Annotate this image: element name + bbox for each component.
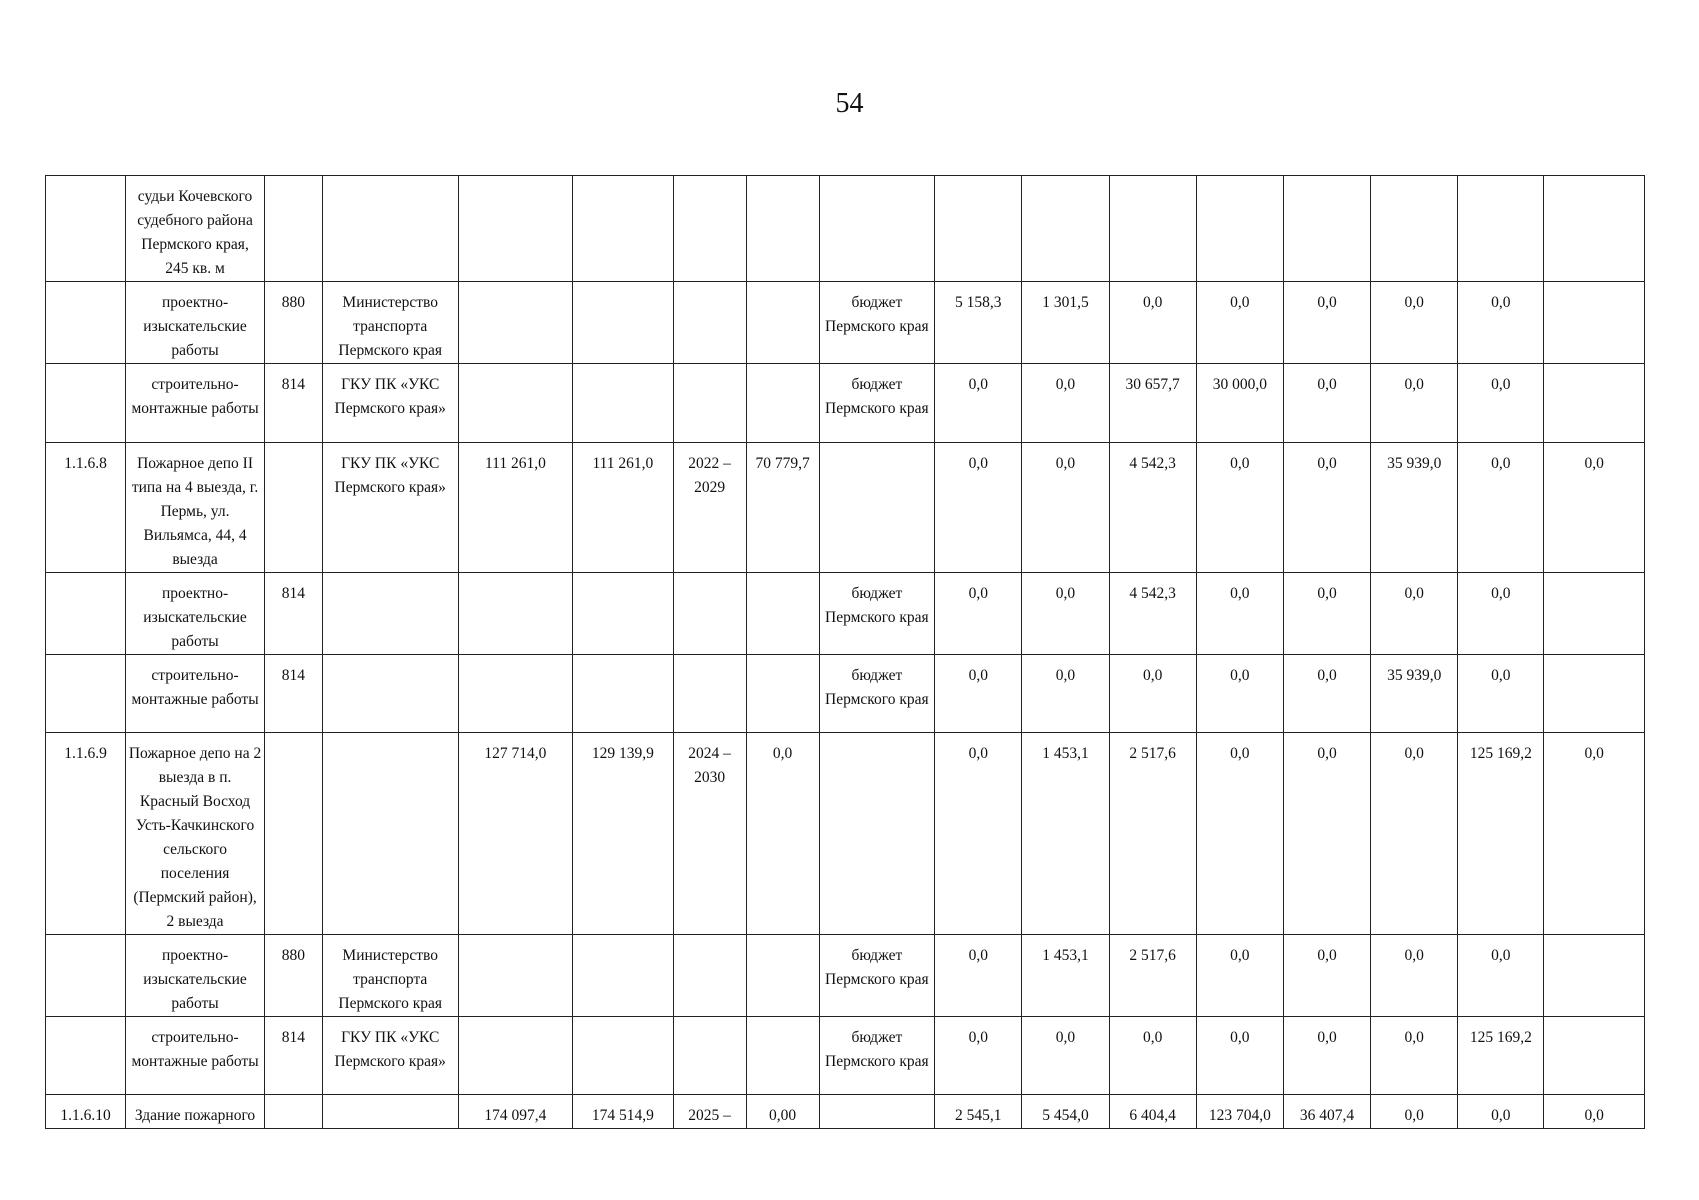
cell-year-8: 0,0	[1544, 1095, 1645, 1129]
cell-contract-cost: 174 514,9	[573, 1095, 673, 1129]
cell-item-number	[46, 573, 126, 655]
cell-budget-code: 880	[265, 935, 323, 1017]
cell-year-8	[1544, 176, 1645, 282]
cell-item-name: проектно-изыскательские работы	[126, 573, 265, 655]
cell-item-number	[46, 655, 126, 733]
cell-funding-source: бюджет Пермского края	[819, 364, 935, 443]
cell-budget-code	[265, 443, 323, 573]
cell-budget-code	[265, 176, 323, 282]
cell-spent	[746, 1017, 819, 1095]
cell-spent: 70 779,7	[746, 443, 819, 573]
cell-item-name: проектно-изыскательские работы	[126, 935, 265, 1017]
cell-year-2: 1 301,5	[1022, 282, 1109, 364]
cell-spent	[746, 935, 819, 1017]
cell-period	[673, 1017, 746, 1095]
cell-year-3: 2 517,6	[1109, 935, 1196, 1017]
cell-year-8: 0,0	[1544, 443, 1645, 573]
cell-year-6: 0,0	[1371, 1095, 1458, 1129]
page-number: 54	[835, 88, 864, 119]
cell-item-number: 1.1.6.9	[46, 733, 126, 935]
cell-executor: ГКУ ПК «УКС Пермского края»	[322, 1017, 458, 1095]
cell-period	[673, 573, 746, 655]
table-row	[46, 282, 1645, 364]
cell-contract-cost: 111 261,0	[573, 443, 673, 573]
cell-year-1: 0,0	[935, 655, 1022, 733]
cell-item-number: 1.1.6.10	[46, 1095, 126, 1129]
cell-year-7	[1458, 176, 1544, 282]
cell-year-4	[1196, 176, 1283, 282]
cell-estimated-cost: 174 097,4	[458, 1095, 573, 1129]
cell-year-3	[1109, 176, 1196, 282]
cell-year-3: 4 542,3	[1109, 443, 1196, 573]
cell-spent: 0,00	[746, 1095, 819, 1129]
cell-year-1: 0,0	[935, 935, 1022, 1017]
cell-item-name: проектно-изыскательские работы	[126, 282, 265, 364]
cell-funding-source	[819, 443, 935, 573]
cell-year-7: 125 169,2	[1458, 1017, 1544, 1095]
cell-year-1: 0,0	[935, 1017, 1022, 1095]
cell-budget-code: 814	[265, 573, 323, 655]
cell-budget-code	[265, 733, 323, 935]
cell-item-name: Здание пожарного	[126, 1095, 265, 1129]
cell-year-3: 2 517,6	[1109, 733, 1196, 935]
cell-item-name: Пожарное депо II типа на 4 выезда, г. Пермь, ул. Вильямса, 44, 4 выезда	[126, 443, 265, 573]
cell-year-3: 4 542,3	[1109, 573, 1196, 655]
table-row	[46, 364, 1645, 443]
cell-contract-cost	[573, 364, 673, 443]
cell-year-7: 0,0	[1458, 443, 1544, 573]
cell-year-3: 0,0	[1109, 1017, 1196, 1095]
budget-table	[45, 175, 1645, 1129]
table-row	[46, 573, 1645, 655]
cell-year-2: 0,0	[1022, 1017, 1109, 1095]
cell-year-3: 30 657,7	[1109, 364, 1196, 443]
cell-contract-cost: 129 139,9	[573, 733, 673, 935]
cell-contract-cost	[573, 655, 673, 733]
cell-funding-source	[819, 1095, 935, 1129]
cell-budget-code: 814	[265, 655, 323, 733]
cell-contract-cost	[573, 282, 673, 364]
cell-period	[673, 935, 746, 1017]
cell-item-name: строительно-монтажные работы	[126, 655, 265, 733]
cell-funding-source: бюджет Пермского края	[819, 282, 935, 364]
table-row	[46, 1017, 1645, 1095]
cell-year-6: 0,0	[1371, 733, 1458, 935]
cell-contract-cost	[573, 1017, 673, 1095]
cell-year-5	[1283, 176, 1370, 282]
cell-item-number: 1.1.6.8	[46, 443, 126, 573]
cell-budget-code	[265, 1095, 323, 1129]
cell-year-3: 0,0	[1109, 282, 1196, 364]
cell-estimated-cost	[458, 573, 573, 655]
cell-executor: Министерство транспорта Пермского края	[322, 282, 458, 364]
cell-year-5: 0,0	[1283, 282, 1370, 364]
cell-period: 2024 – 2030	[673, 733, 746, 935]
cell-year-1: 0,0	[935, 733, 1022, 935]
cell-year-5: 0,0	[1283, 655, 1370, 733]
cell-year-7: 0,0	[1458, 1095, 1544, 1129]
cell-year-4: 0,0	[1196, 443, 1283, 573]
cell-spent	[746, 282, 819, 364]
cell-year-7: 0,0	[1458, 935, 1544, 1017]
cell-year-1: 0,0	[935, 573, 1022, 655]
cell-year-4: 0,0	[1196, 935, 1283, 1017]
cell-year-5: 0,0	[1283, 364, 1370, 443]
cell-year-8	[1544, 282, 1645, 364]
cell-contract-cost	[573, 935, 673, 1017]
cell-funding-source: бюджет Пермского края	[819, 655, 935, 733]
cell-year-5: 0,0	[1283, 1017, 1370, 1095]
cell-year-8: 0,0	[1544, 733, 1645, 935]
cell-year-5: 36 407,4	[1283, 1095, 1370, 1129]
cell-item-number	[46, 364, 126, 443]
cell-year-1: 2 545,1	[935, 1095, 1022, 1129]
cell-year-4: 123 704,0	[1196, 1095, 1283, 1129]
cell-year-2: 0,0	[1022, 364, 1109, 443]
cell-item-name: судьи Кочевского судебного района Пермского края, 245 кв. м	[126, 176, 265, 282]
table-row-object	[46, 1095, 1645, 1129]
cell-executor	[322, 1095, 458, 1129]
cell-spent	[746, 655, 819, 733]
cell-year-6: 35 939,0	[1371, 655, 1458, 733]
cell-year-7: 0,0	[1458, 573, 1544, 655]
cell-period: 2025 –	[673, 1095, 746, 1129]
cell-year-2: 0,0	[1022, 655, 1109, 733]
cell-year-4: 0,0	[1196, 573, 1283, 655]
cell-item-number	[46, 282, 126, 364]
cell-item-number	[46, 935, 126, 1017]
cell-executor	[322, 176, 458, 282]
cell-executor	[322, 573, 458, 655]
cell-estimated-cost: 111 261,0	[458, 443, 573, 573]
cell-year-4: 0,0	[1196, 733, 1283, 935]
cell-year-2: 0,0	[1022, 573, 1109, 655]
table-row	[46, 935, 1645, 1017]
cell-executor	[322, 733, 458, 935]
table-row-object	[46, 443, 1645, 573]
cell-year-3: 0,0	[1109, 655, 1196, 733]
cell-item-name: Пожарное депо на 2 выезда в п. Красный Восход Усть-Качкинского сельского поселения (Пермский район), 2 выезда	[126, 733, 265, 935]
cell-item-name: строительно-монтажные работы	[126, 364, 265, 443]
table-row	[46, 655, 1645, 733]
cell-year-3: 6 404,4	[1109, 1095, 1196, 1129]
cell-year-6: 0,0	[1371, 935, 1458, 1017]
table-row-object	[46, 733, 1645, 935]
cell-executor: Министерство транспорта Пермского края	[322, 935, 458, 1017]
cell-contract-cost	[573, 176, 673, 282]
cell-estimated-cost	[458, 282, 573, 364]
cell-contract-cost	[573, 573, 673, 655]
cell-item-number	[46, 1017, 126, 1095]
cell-year-6: 0,0	[1371, 573, 1458, 655]
cell-year-5: 0,0	[1283, 573, 1370, 655]
cell-year-2	[1022, 176, 1109, 282]
cell-budget-code: 880	[265, 282, 323, 364]
cell-period	[673, 176, 746, 282]
cell-year-1: 0,0	[935, 443, 1022, 573]
cell-estimated-cost	[458, 176, 573, 282]
cell-period: 2022 – 2029	[673, 443, 746, 573]
cell-spent	[746, 573, 819, 655]
cell-item-name: строительно-монтажные работы	[126, 1017, 265, 1095]
cell-period	[673, 655, 746, 733]
cell-year-6: 0,0	[1371, 364, 1458, 443]
cell-item-number	[46, 176, 126, 282]
cell-period	[673, 364, 746, 443]
cell-budget-code: 814	[265, 1017, 323, 1095]
cell-year-8	[1544, 573, 1645, 655]
cell-year-4: 0,0	[1196, 655, 1283, 733]
cell-year-7: 0,0	[1458, 364, 1544, 443]
cell-year-1	[935, 176, 1022, 282]
cell-budget-code: 814	[265, 364, 323, 443]
cell-executor	[322, 655, 458, 733]
cell-year-7: 125 169,2	[1458, 733, 1544, 935]
cell-year-6	[1371, 176, 1458, 282]
cell-spent	[746, 364, 819, 443]
cell-spent: 0,0	[746, 733, 819, 935]
cell-period	[673, 282, 746, 364]
cell-year-8	[1544, 1017, 1645, 1095]
cell-executor: ГКУ ПК «УКС Пермского края»	[322, 364, 458, 443]
cell-estimated-cost	[458, 655, 573, 733]
cell-year-4: 0,0	[1196, 1017, 1283, 1095]
cell-year-8	[1544, 364, 1645, 443]
cell-funding-source: бюджет Пермского края	[819, 1017, 935, 1095]
cell-funding-source: бюджет Пермского края	[819, 573, 935, 655]
cell-year-7: 0,0	[1458, 282, 1544, 364]
cell-funding-source	[819, 733, 935, 935]
cell-estimated-cost	[458, 364, 573, 443]
cell-year-1: 5 158,3	[935, 282, 1022, 364]
cell-year-4: 0,0	[1196, 282, 1283, 364]
cell-year-2: 0,0	[1022, 443, 1109, 573]
cell-estimated-cost: 127 714,0	[458, 733, 573, 935]
cell-year-5: 0,0	[1283, 443, 1370, 573]
cell-estimated-cost	[458, 1017, 573, 1095]
cell-year-5: 0,0	[1283, 935, 1370, 1017]
cell-year-6: 35 939,0	[1371, 443, 1458, 573]
cell-year-7: 0,0	[1458, 655, 1544, 733]
cell-year-6: 0,0	[1371, 282, 1458, 364]
cell-year-8	[1544, 655, 1645, 733]
cell-year-4: 30 000,0	[1196, 364, 1283, 443]
cell-year-5: 0,0	[1283, 733, 1370, 935]
cell-year-2: 5 454,0	[1022, 1095, 1109, 1129]
cell-year-2: 1 453,1	[1022, 935, 1109, 1017]
cell-year-2: 1 453,1	[1022, 733, 1109, 935]
cell-funding-source: бюджет Пермского края	[819, 935, 935, 1017]
cell-year-1: 0,0	[935, 364, 1022, 443]
cell-executor: ГКУ ПК «УКС Пермского края»	[322, 443, 458, 573]
cell-spent	[746, 176, 819, 282]
cell-year-8	[1544, 935, 1645, 1017]
cell-funding-source	[819, 176, 935, 282]
cell-year-6: 0,0	[1371, 1017, 1458, 1095]
cell-estimated-cost	[458, 935, 573, 1017]
table-row	[46, 176, 1645, 282]
